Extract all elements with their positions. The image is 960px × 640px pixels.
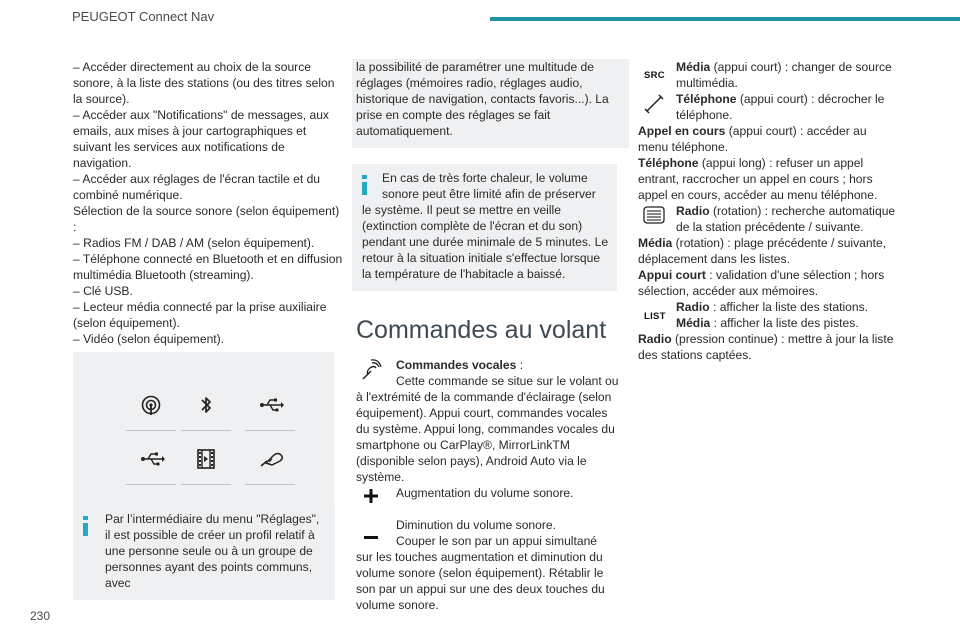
plus-icon — [364, 489, 378, 507]
voice-text: à l'extrémité de la commande d'éclairage (selon équipement). Appui court, commandes vocales du système. Appui long, commandes vocales du smartphone ou CarPlay®, MirrorLinkTM (disponible selon pays), Android Auto via le système. — [356, 390, 615, 484]
voice-command-icon — [360, 359, 382, 385]
volume-up-entry — [356, 485, 621, 501]
list-button-icon: LIST — [644, 311, 666, 322]
phone-long-text: (appui long) : refuser un appel entrant, raccrocher un appel en cours ; hors appel en cours, accéder au menu téléphone. — [638, 156, 878, 202]
voice-text: Cette commande se situe sur le volant ou — [396, 374, 619, 388]
mute-text: sur les touches augmentation et diminution du volume sonore (selon équipement). Rétablir le son par un appui sur une des deux touches du volume sonore. — [356, 550, 605, 612]
note-text: En cas de très forte chaleur, le volume sonore peut être limité afin de préserver — [382, 171, 596, 201]
column-right — [638, 59, 898, 363]
paragraph: – Accéder aux réglages de l'écran tactile et du combiné numérique. — [73, 172, 321, 202]
usb-icon — [126, 444, 176, 484]
radio-rotation-entry — [638, 203, 898, 235]
list-media-text: : afficher la liste des pistes. — [710, 316, 859, 330]
radio-antenna-icon — [126, 390, 176, 430]
list-media-label: Média — [676, 316, 711, 330]
src-text: (appui court) : changer de source multimédia. — [676, 60, 892, 90]
page-number: 230 — [30, 609, 51, 623]
radio-text: (rotation) : recherche automatique de la station précédente / suivante. — [676, 204, 896, 234]
paragraph: – Lecteur média connecté par la prise auxiliaire (selon équipement). — [73, 300, 327, 330]
video-film-icon — [181, 444, 231, 484]
radio-continuous-text: (pression continue) : mettre à jour la liste des stations captées. — [638, 332, 894, 362]
paragraph: – Téléphone connecté en Bluetooth et en diffusion multimédia Bluetooth (streaming). — [73, 252, 343, 282]
voice-command-entry — [356, 357, 621, 485]
info-note-profile — [73, 505, 335, 600]
section-title: Commandes au volant — [356, 316, 607, 344]
paragraph: – Accéder aux "Notifications" de messages, aux emails, aux mises à jour cartographiques et suivant les services aux notifications de navigation. — [73, 108, 329, 170]
src-label: Média — [676, 60, 711, 74]
label-suffix: : — [516, 358, 524, 372]
running-header-title: PEUGEOT Connect Nav — [72, 9, 215, 24]
src-button-icon: SRC — [644, 70, 665, 81]
volume-up-text: Augmentation du volume sonore. — [396, 486, 574, 500]
note-text: le système. Il peut se mettre en veille (extinction complète de l'écran et du son) pendant une durée minimale de 5 minutes. Le retour à la situation initiale s'effectue lorsque la température de l'habitacle a baissé. — [362, 203, 609, 281]
info-icon — [362, 175, 367, 195]
radio-label: Radio — [676, 204, 710, 218]
phone-entry — [638, 91, 898, 123]
usb-icon — [245, 390, 295, 430]
paragraph: – Accéder directement au choix de la source sonore, à la liste des stations (ou des titres selon la source). — [73, 60, 335, 106]
call-label: Appel en cours — [638, 124, 726, 138]
volume-down-entry — [356, 517, 621, 613]
column-left — [73, 59, 343, 347]
call-text: (appui court) : accéder au menu téléphone. — [638, 124, 867, 154]
paragraph: – Radios FM / DAB / AM (selon équipement). — [73, 236, 315, 250]
paragraph: – Clé USB. — [73, 284, 133, 298]
short-press-text: : validation d'une sélection ; hors sélection, accéder aux mémoires. — [638, 268, 885, 298]
info-icon — [83, 516, 88, 536]
bluetooth-icon — [181, 390, 231, 430]
phone-text: (appui court) : décrocher le téléphone. — [676, 92, 885, 122]
paragraph: – Vidéo (selon équipement). — [73, 332, 225, 346]
column-middle — [356, 59, 621, 613]
media-rotation-text: (rotation) : plage précédente / suivante, déplacement dans les listes. — [638, 236, 887, 266]
mute-text: Couper le son par un appui simultané — [396, 534, 598, 548]
info-note-heat — [352, 164, 617, 291]
short-press-label: Appui court — [638, 268, 706, 282]
info-note-continued — [352, 59, 629, 148]
list-entry — [638, 299, 898, 331]
phone-icon — [644, 94, 664, 118]
aux-jack-icon — [245, 444, 295, 484]
source-icons-panel — [73, 352, 334, 512]
paragraph: Sélection de la source sonore (selon équipement) : — [73, 204, 340, 234]
radio-continuous-label: Radio — [638, 332, 672, 346]
header-accent-bar — [490, 17, 960, 21]
minus-icon — [364, 528, 378, 544]
thumbwheel-icon — [643, 206, 665, 228]
list-radio-label: Radio — [676, 300, 710, 314]
phone-long-label: Téléphone — [638, 156, 699, 170]
voice-label: Commandes vocales — [396, 358, 517, 372]
list-radio-text: : afficher la liste des stations. — [709, 300, 869, 314]
phone-label: Téléphone — [676, 92, 737, 106]
volume-down-text: Diminution du volume sonore. — [396, 518, 556, 532]
media-rotation-label: Média — [638, 236, 673, 250]
src-entry — [638, 59, 898, 91]
note-text: la possibilité de paramétrer une multitude de réglages (mémoires radio, réglages audio, historique de navigation, contacts favoris...). La prise en compte des réglages se fait automatiquement. — [356, 60, 609, 138]
note-text: Par l’intermédiaire du menu "Réglages", il est possible de créer un profil relatif à une personne seule ou à un groupe de personnes ayant des points communs, avec — [105, 512, 320, 590]
